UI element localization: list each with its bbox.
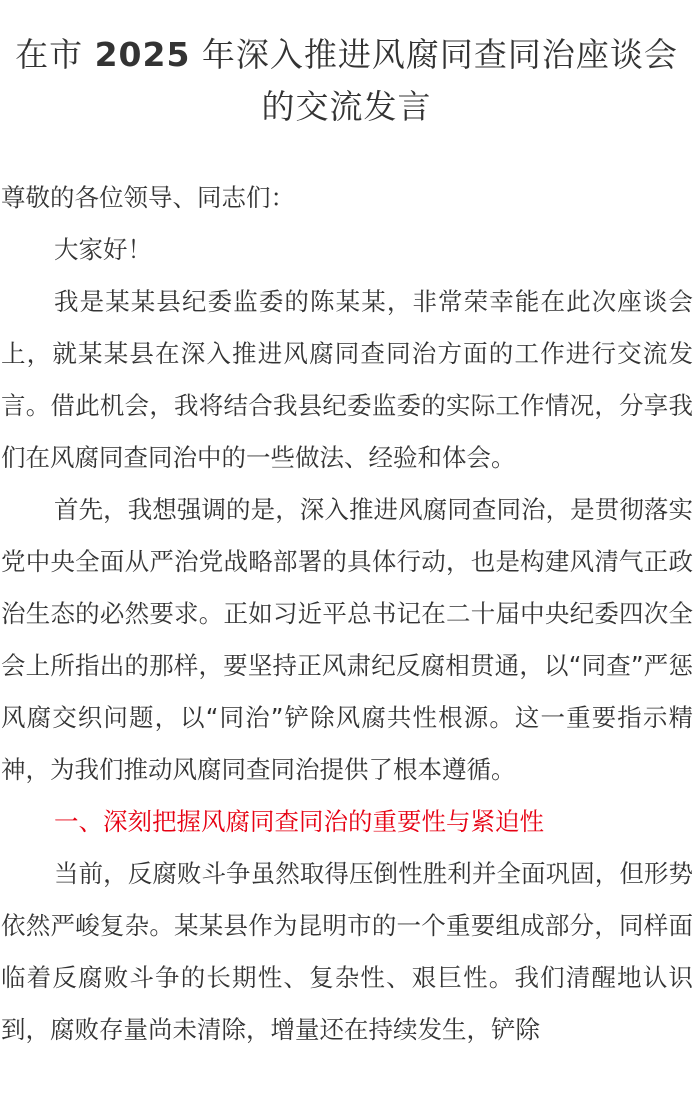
- greeting: 大家好！: [54, 235, 152, 264]
- title-prefix: 在市: [15, 35, 95, 74]
- salutation: 尊敬的各位领导、同志们：: [1, 183, 295, 212]
- paragraph-intro: 我是某某县纪委监委的陈某某，非常荣幸能在此次座谈会上，就某某县在深入推进风腐同查同治方面的工作进行交流发言。借此机会，我将结合我县纪委监委的实际工作情况，分享我们在风腐同查同治中的一些做法、经验和体会。: [1, 287, 693, 472]
- document-body: [0, 172, 693, 1056]
- title-suffix: 年深入推进风腐同查同治座谈会的交流发言: [190, 35, 678, 126]
- paragraph-situation: 当前，反腐败斗争虽然取得压倒性胜利并全面巩固，但形势依然严峻复杂。某某县作为昆明市的一个重要组成部分，同样面临着反腐败斗争的长期性、复杂性、艰巨性。我们清醒地认识到，腐败存量尚未清除，增量还在持续发生，铲除: [1, 859, 693, 1044]
- title-year: 2025: [94, 35, 191, 74]
- section-heading-1: 一、深刻把握风腐同查同治的重要性与紧迫性: [54, 807, 544, 836]
- paragraph-emphasis: 首先，我想强调的是，深入推进风腐同查同治，是贯彻落实党中央全面从严治党战略部署的具体行动，也是构建风清气正政治生态的必然要求。正如习近平总书记在二十届中央纪委四次全会上所指出的那样，要坚持正风肃纪反腐相贯通，以“同查”严惩风腐交织问题，以“同治”铲除风腐共性根源。这一重要指示精神，为我们推动风腐同查同治提供了根本遵循。: [1, 495, 693, 784]
- document-title: [0, 0, 693, 133]
